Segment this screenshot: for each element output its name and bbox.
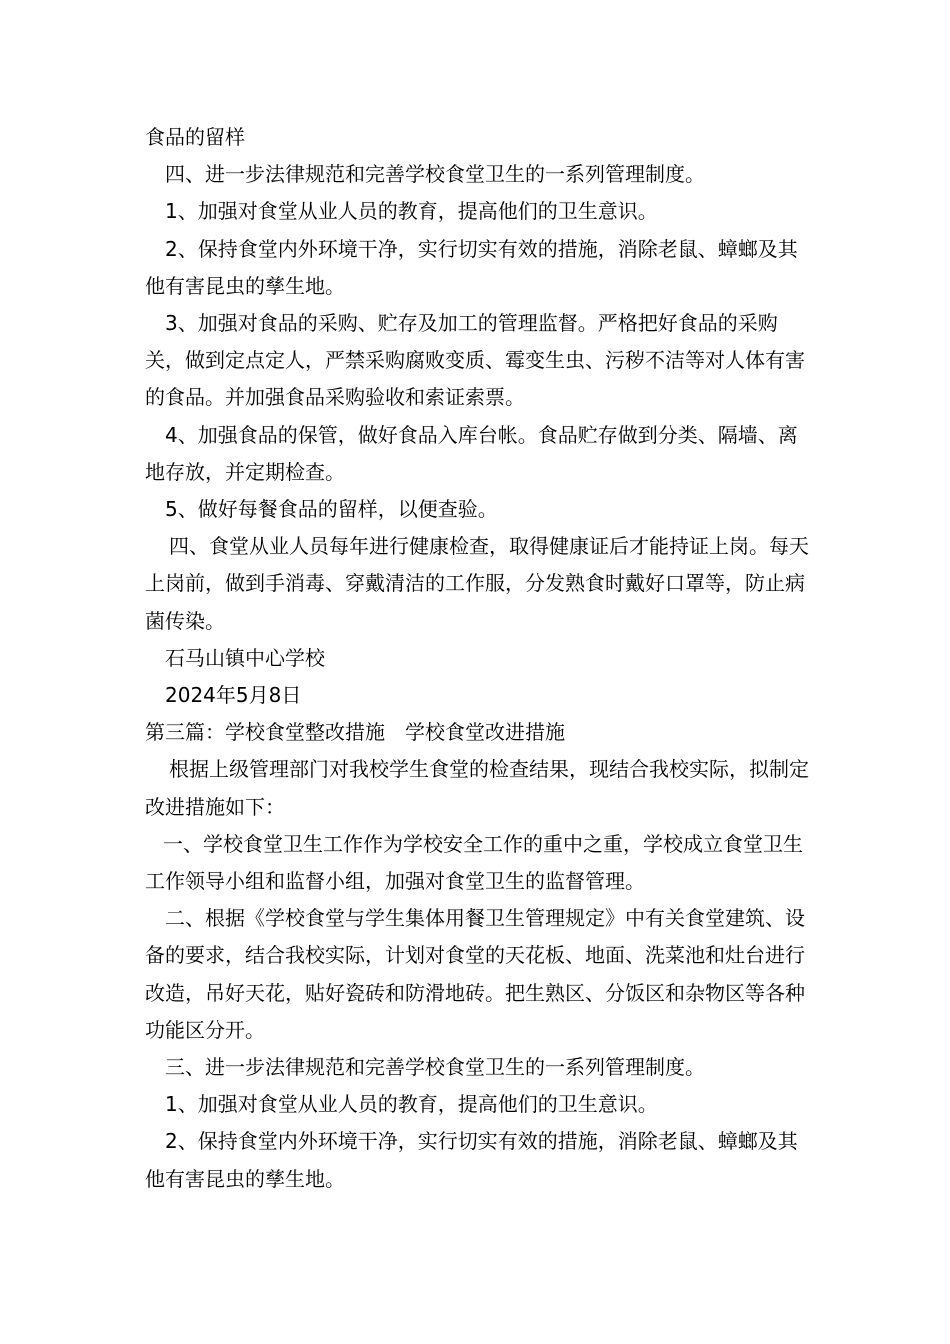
signature-date: 2024年5月8日 bbox=[165, 683, 302, 708]
paragraph: 二、根据《学校食堂与学生集体用餐卫生管理规定》中有关食堂建筑、设备的要求，结合我校实际，计划对食堂的天花板、地面、洗菜池和灶台进行改造，吊好天花，贴好瓷砖和防滑地砖。把生熟区、分饭区和杂物区等各种功能区分开。 bbox=[145, 906, 805, 1042]
document-body bbox=[145, 119, 815, 1198]
paragraph: 四、进一步法律规范和完善学校食堂卫生的一系列管理制度。 bbox=[165, 162, 705, 187]
section-heading: 第三篇：学校食堂整改措施 学校食堂改进措施 bbox=[145, 720, 565, 745]
paragraph: 三、进一步法律规范和完善学校食堂卫生的一系列管理制度。 bbox=[165, 1055, 705, 1080]
paragraph: 1、加强对食堂从业人员的教育，提高他们的卫生意识。 bbox=[165, 199, 658, 224]
paragraph: 食品的留样 bbox=[145, 125, 245, 149]
paragraph: 5、做好每餐食品的留样，以便查验。 bbox=[165, 497, 498, 522]
paragraph: 一、学校食堂卫生工作作为学校安全工作的重中之重，学校成立食堂卫生工作领导小组和监督小组，加强对食堂卫生的监督管理。 bbox=[145, 831, 803, 894]
paragraph: 3、加强对食品的采购、贮存及加工的管理监督。严格把好食品的采购关，做到定点定人，严禁采购腐败变质、霉变生虫、污秽不洁等对人体有害的食品。并加强食品采购验收和索证索票。 bbox=[145, 311, 805, 410]
paragraph: 根据上级管理部门对我校学生食堂的检查结果，现结合我校实际，拟制定改进措施如下： bbox=[145, 757, 809, 819]
signature-school: 石马山镇中心学校 bbox=[165, 645, 325, 670]
paragraph: 四、食堂从业人员每年进行健康检查，取得健康证后才能持证上岗。每天上岗前，做到手消毒、穿戴清洁的工作服，分发熟食时戴好口罩等，防止病菌传染。 bbox=[145, 534, 809, 633]
paragraph: 1、加强对食堂从业人员的教育，提高他们的卫生意识。 bbox=[165, 1092, 658, 1117]
paragraph: 2、保持食堂内外环境干净，实行切实有效的措施，消除老鼠、蟑螂及其他有害昆虫的孳生地。 bbox=[145, 1129, 798, 1191]
paragraph: 4、加强食品的保管，做好食品入库台帐。食品贮存做到分类、隔墙、离地存放，并定期检查。 bbox=[145, 422, 798, 484]
paragraph: 2、保持食堂内外环境干净，实行切实有效的措施，消除老鼠、蟑螂及其他有害昆虫的孳生地。 bbox=[145, 236, 798, 298]
